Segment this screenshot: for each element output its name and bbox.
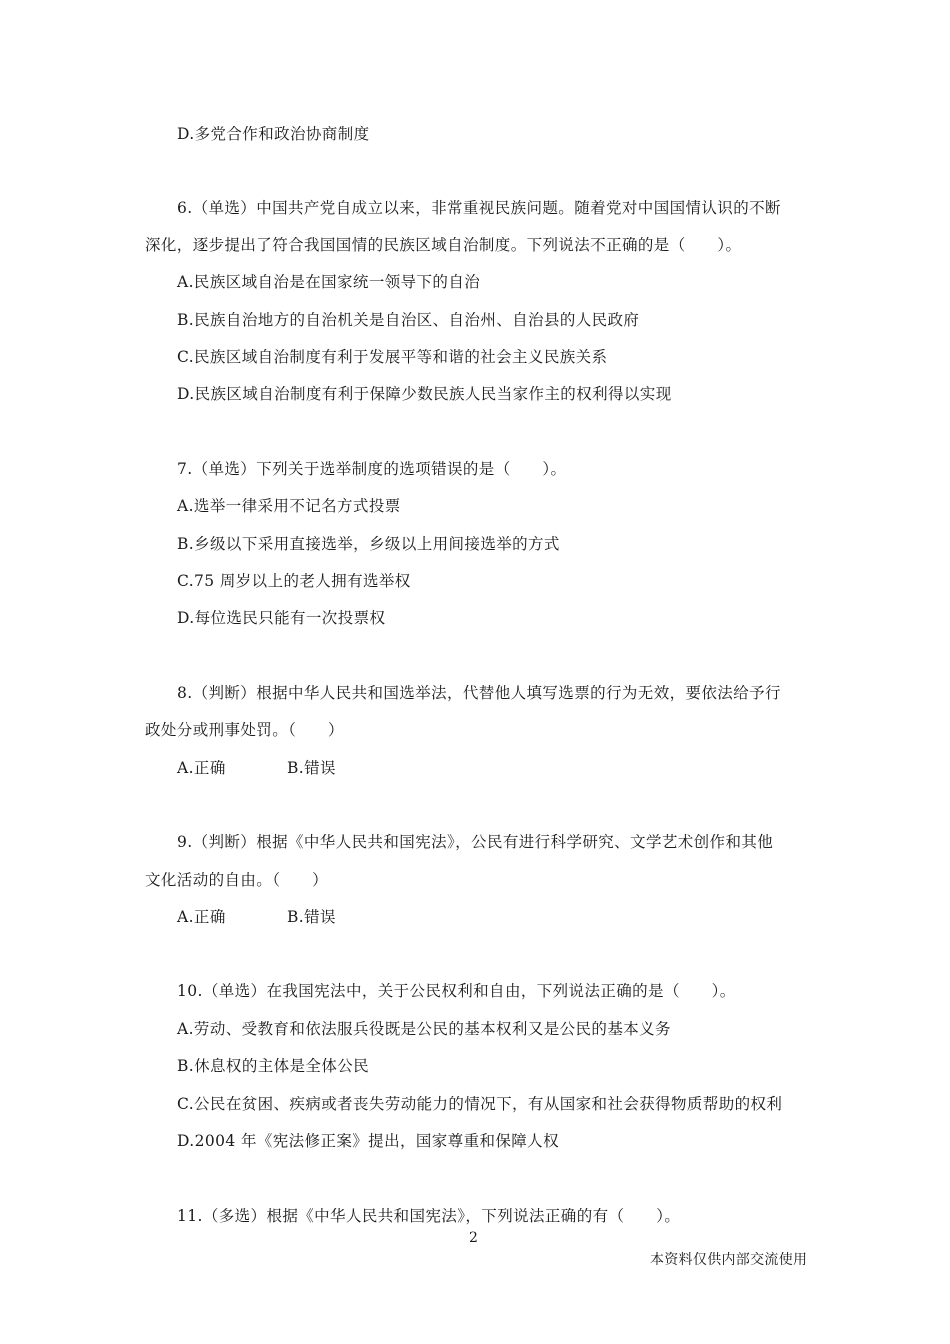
q7-option-c: C.75 周岁以上的老人拥有选举权 <box>177 572 411 590</box>
q10-option-c: C.公民在贫困、疾病或者丧失劳动能力的情况下，有从国家和社会获得物质帮助的权利 <box>177 1095 783 1113</box>
q6-option-c: C.民族区域自治制度有利于发展平等和谐的社会主义民族关系 <box>177 348 608 366</box>
q10-option-a: A.劳动、受教育和依法服兵役既是公民的基本权利又是公民的基本义务 <box>177 1020 671 1038</box>
q6-stem-line-1: 6.（单选）中国共产党自成立以来，非常重视民族问题。随着党对中国国情认识的不断 <box>177 199 781 217</box>
q8-stem-line-2: 政处分或刑事处罚。（ ） <box>145 721 344 739</box>
q6-option-b: B.民族自治地方的自治机关是自治区、自治州、自治县的人民政府 <box>177 311 640 329</box>
q10-option-d: D.2004 年《宪法修正案》提出，国家尊重和保障人权 <box>177 1132 559 1150</box>
q9-stem-line-1: 9.（判断）根据《中华人民共和国宪法》，公民有进行科学研究、文学艺术创作和其他 <box>177 833 774 851</box>
q9-stem-line-2: 文化活动的自由。（ ） <box>145 871 329 889</box>
q6-option-a: A.民族区域自治是在国家统一领导下的自治 <box>177 273 481 291</box>
q11-stem: 11.（多选）根据《中华人民共和国宪法》，下列说法正确的有（ ）。 <box>177 1207 681 1225</box>
q8-stem-line-1: 8.（判断）根据中华人民共和国选举法，代替他人填写选票的行为无效，要依法给予行 <box>177 684 781 702</box>
q8-option-a: A.正确 <box>177 759 226 777</box>
q9-option-b: B.错误 <box>287 908 336 926</box>
q5-option-d: D.多党合作和政治协商制度 <box>177 125 370 143</box>
q9-option-a: A.正确 <box>177 908 226 926</box>
q10-stem: 10.（单选）在我国宪法中，关于公民权利和自由，下列说法正确的是（ ）。 <box>177 982 736 1000</box>
q7-option-d: D.每位选民只能有一次投票权 <box>177 609 386 627</box>
q8-option-b: B.错误 <box>287 759 336 777</box>
footer-note: 本资料仅供内部交流使用 <box>650 1252 808 1268</box>
page-number: 2 <box>469 1230 478 1246</box>
q7-stem: 7.（单选）下列关于选举制度的选项错误的是（ ）。 <box>177 460 567 478</box>
q7-option-b: B.乡级以下采用直接选举，乡级以上用间接选举的方式 <box>177 535 560 553</box>
q6-option-d: D.民族区域自治制度有利于保障少数民族人民当家作主的权利得以实现 <box>177 385 672 403</box>
q6-stem-line-2: 深化，逐步提出了符合我国国情的民族区域自治制度。下列说法不正确的是（ ）。 <box>145 236 742 254</box>
q7-option-a: A.选举一律采用不记名方式投票 <box>177 497 401 515</box>
q10-option-b: B.休息权的主体是全体公民 <box>177 1057 370 1075</box>
